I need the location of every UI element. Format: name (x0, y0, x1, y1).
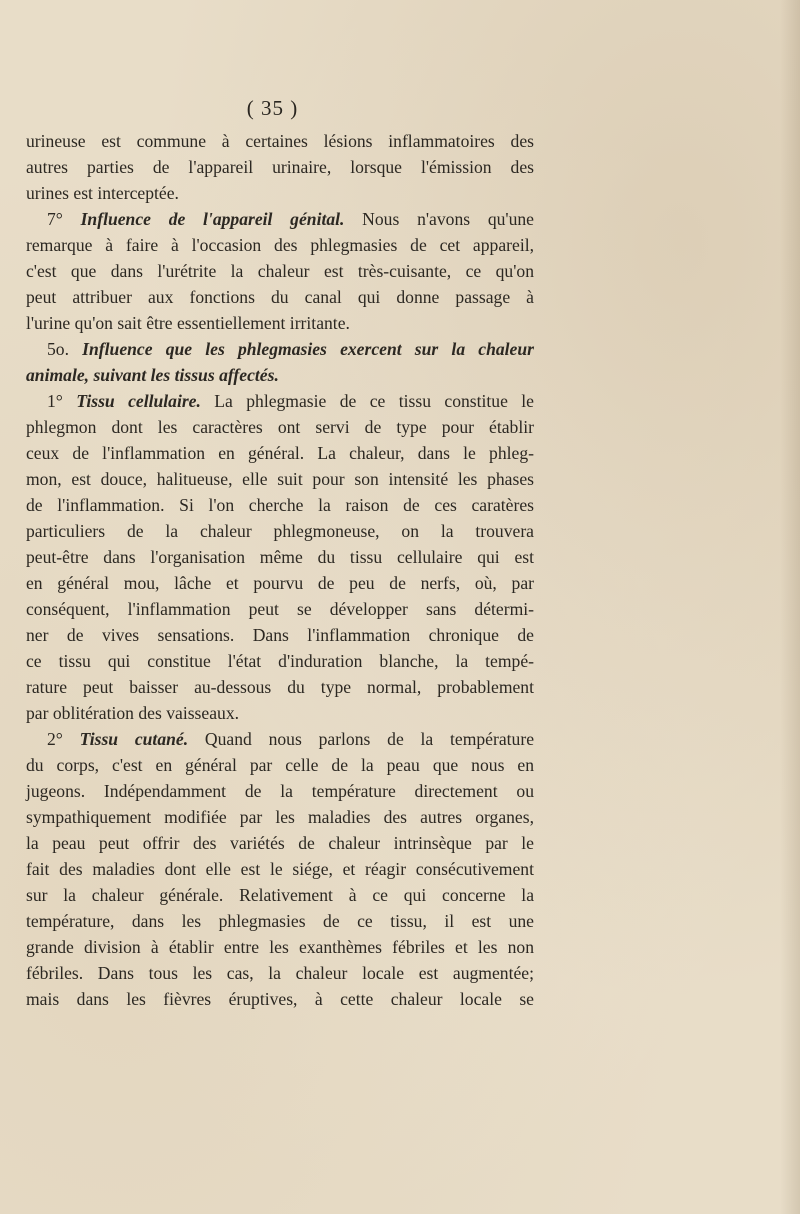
text-line: c'est que dans l'urétrite la chaleur est très-cuisante, ce qu'on (26, 261, 534, 281)
section-heading-line: 5o. Influence que les phlegmasies exercent sur la chaleur (47, 339, 534, 359)
page-edge-shadow (780, 0, 800, 1214)
section-heading-line (26, 362, 534, 388)
section-heading-line: 7° Influence de l'appareil génital. Nous n'avons qu'une (47, 209, 534, 229)
text-line: urines est interceptée. (26, 183, 179, 203)
italic-emphasis: Influence que les phlegmasies exercent sur la chaleur (82, 339, 534, 359)
page-number: ( 35 ) (246, 96, 299, 120)
text-line: mon, est douce, halitueuse, elle suit pour son intensité les phases (26, 469, 534, 489)
text-line: jugeons. Indépendamment de la température directement ou (26, 781, 534, 801)
text-line: conséquent, l'inflammation peut se développer sans détermi- (26, 599, 534, 619)
text-line: sympathiquement modifiée par les maladies des autres organes, (26, 807, 534, 827)
text-line: ceux de l'inflammation en général. La chaleur, dans le phleg- (26, 443, 534, 463)
italic-emphasis: Tissu cellulaire. (76, 391, 201, 411)
section-heading-line: 1° Tissu cellulaire. La phlegmasie de ce tissu constitue le (47, 391, 534, 411)
text-line: fébriles. Dans tous les cas, la chaleur locale est augmentée; (26, 963, 534, 983)
text-line: rature peut baisser au-dessous du type normal, probablement (26, 677, 534, 697)
text-line: fait des maladies dont elle est le siége, et réagir consécutivement (26, 859, 534, 879)
text-line: en général mou, lâche et pourvu de peu de nerfs, où, par (26, 573, 534, 593)
italic-emphasis: Tissu cutané. (79, 729, 189, 749)
text-line: sur la chaleur générale. Relativement à ce qui concerne la (26, 885, 534, 905)
text-line: température, dans les phlegmasies de ce tissu, il est une (26, 911, 534, 931)
text-line: l'urine qu'on sait être essentiellement irritante. (26, 313, 350, 333)
text-line: du corps, c'est en général par celle de la peau que nous en (26, 755, 534, 775)
text-line: la peau peut offrir des variétés de chaleur intrinsèque par le (26, 833, 534, 853)
text-line: autres parties de l'appareil urinaire, lorsque l'émission des (26, 157, 534, 177)
text-line: particuliers de la chaleur phlegmoneuse, on la trouvera (26, 521, 534, 541)
section-heading-line: 2° Tissu cutané. Quand nous parlons de la température (47, 729, 535, 749)
text-line: remarque à faire à l'occasion des phlegmasies de cet appareil, (26, 235, 534, 255)
body-text (26, 128, 534, 1012)
text-line: ce tissu qui constitue l'état d'induration blanche, la tempé- (26, 651, 534, 671)
text-line: ner de vives sensations. Dans l'inflammation chronique de (26, 625, 534, 645)
text-line: de l'inflammation. Si l'on cherche la raison de ces caratères (26, 495, 534, 515)
text-line: peut-être dans l'organisation même du tissu cellulaire qui est (26, 547, 534, 567)
italic-emphasis: animale, suivant les tissus affectés. (26, 365, 279, 385)
text-line: mais dans les fièvres éruptives, à cette chaleur locale se (26, 989, 534, 1009)
text-line: grande division à établir entre les exanthèmes fébriles et les non (26, 937, 534, 957)
text-line: peut attribuer aux fonctions du canal qui donne passage à (26, 287, 534, 307)
text-line: phlegmon dont les caractères ont servi de type pour établir (26, 417, 534, 437)
text-line: urineuse est commune à certaines lésions inflammatoires des (26, 131, 534, 151)
text-line: par oblitération des vaisseaux. (26, 703, 240, 723)
italic-emphasis: Influence de l'appareil génital. (80, 209, 345, 229)
